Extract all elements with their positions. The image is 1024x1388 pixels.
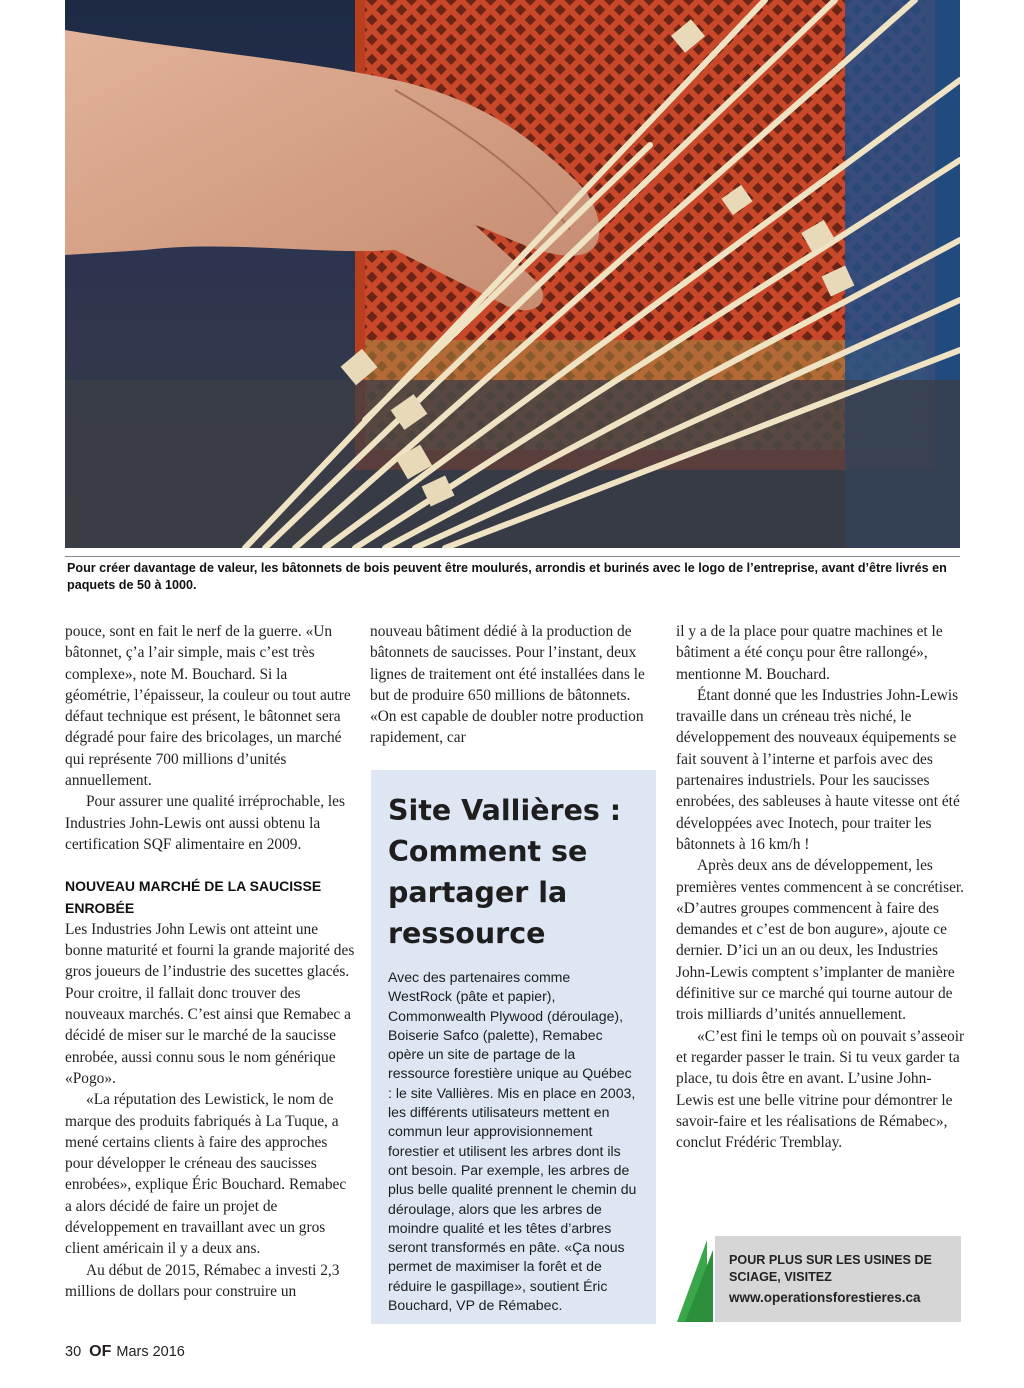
article-photo xyxy=(65,0,960,548)
caption-rule xyxy=(65,556,960,557)
page-number: 30 xyxy=(65,1344,82,1360)
page-footer xyxy=(65,1343,185,1361)
magazine-logo: OF xyxy=(89,1343,112,1360)
paragraph: il y a de la place pour quatre machines et le bâtiment a été conçu pour être rallongé», mentionne M. Bouchard. xyxy=(676,623,943,683)
section-subhead: NOUVEAU MARCHÉ DE LA SAUCISSE ENROBÉE xyxy=(65,878,322,916)
paragraph: «C’est fini le temps où on pouvait s’asseoir et regarder passer le train. Si tu veux garder ta place, tu dois être en avant. L’usine John-Lewis est une belle vitrine pour démontrer le savoir-faire et les réalisations de Rémabec», conclut Frédéric Tremblay. xyxy=(676,1027,965,1152)
paragraph: pouce, sont en fait le nerf de la guerre. «Un bâtonnet, ç’a l’air simple, mais c’est très complexe», note M. Bouchard. Si la géométrie, l’épaisseur, la couleur ou tout autre défaut technique est présent, le bâtonnet sera dégradé pour faire des bricolages, un marché qui représente 700 millions d’unités annuellement. xyxy=(65,623,351,790)
paragraph: Pour assurer une qualité irréprochable, les Industries John-Lewis ont aussi obtenu la certification SQF alimentaire en 2009. xyxy=(65,793,345,853)
paragraph: Étant donné que les Industries John-Lewis travaille dans un créneau très niché, le développement des nouveaux équipements se fait souvent à l’interne et parfois avec des partenaires industriels. Pour les saucisses enrobées, des sableuses à haute vitesse ont été développées avec Inotech, pour traiter les bâtonnets à 16 km/h ! xyxy=(676,686,960,853)
promo-link[interactable]: www.operationsforestieres.ca xyxy=(729,1290,921,1305)
body-column-1 xyxy=(65,621,355,1302)
photo-caption: Pour créer davantage de valeur, les bâtonnets de bois peuvent être moulurés, arrondis et burinés avec le logo de l’entreprise, avant d’être livrés en paquets de 50 à 1000. xyxy=(67,561,947,592)
issue-date: Mars 2016 xyxy=(116,1344,185,1360)
sidebar-box xyxy=(371,770,656,1324)
sidebar-title: Site Vallières : Comment se partager la ressource xyxy=(388,794,622,950)
body-column-3 xyxy=(676,621,966,1153)
paragraph: «La réputation des Lewistick, le nom de marque des produits fabriqués à La Tuque, a mené certains clients à faire des approches pour développer le créneau des saucisses enrobées», explique Éric Bouchard. Remabec a alors décidé de faire un projet de développement en travaillant avec un gros client américain il y a deux ans. xyxy=(65,1091,347,1258)
sidebar-text: Avec des partenaires comme WestRock (pâte et papier), Commonwealth Plywood (déroulage), Boiserie Safco (palette), Remabec opère un site de partage de la ressource forestière unique au Québec : le site Vallières. Mis en place en 2003, les différents utilisateurs mettent en commun leur approvisionnement forestier et utilisent les arbres dont ils ont besoin. Par exemple, les arbres de plus belle qualité prennent le chemin du déroulage, alors que les arbres de moindre qualité et les têtes d’arbres seront transformés en pâte. «Ça nous permet de maximiser la forêt et de réduire le gaspillage», soutient Éric Bouchard, VP de Rémabec. xyxy=(388,969,637,1314)
paragraph: Au début de 2015, Rémabec a investi 2,3 millions de dollars pour construire un xyxy=(65,1261,340,1300)
body-column-2 xyxy=(370,621,660,749)
photo-illustration xyxy=(65,0,960,548)
paragraph: nouveau bâtiment dédié à la production de bâtonnets de saucisses. Pour l’instant, deux lignes de traitement ont été installées dans le but de produire 650 millions de bâtonnets. «On est capable de doubler notre production rapidement, car xyxy=(370,623,645,747)
promo-heading: POUR PLUS SUR LES USINES DE SCIAGE, VISITEZ xyxy=(729,1253,932,1284)
paragraph: Après deux ans de développement, les premières ventes commencent à se concrétiser. «D’autres groupes commencent à faire des demandes et c’est de bon augure», ajoute ce dernier. D’ici un an ou deux, les Industries John-Lewis comptent s’implanter de manière définitive sur ce marché qui tourne autour de trois milliards d’unités annuellement. xyxy=(676,857,965,1024)
green-arrow-icon xyxy=(677,1240,713,1322)
paragraph: Les Industries John Lewis ont atteint une bonne maturité et fourni la grande majorité des gros joueurs de l’industrie des sucettes glacés. Pour croitre, il fallait donc trouver des nouveaux marchés. C’est ainsi que Remabec a décidé de miser sur le marché de la saucisse enrobée, aussi connu sous le nom générique «Pogo». xyxy=(65,920,355,1087)
